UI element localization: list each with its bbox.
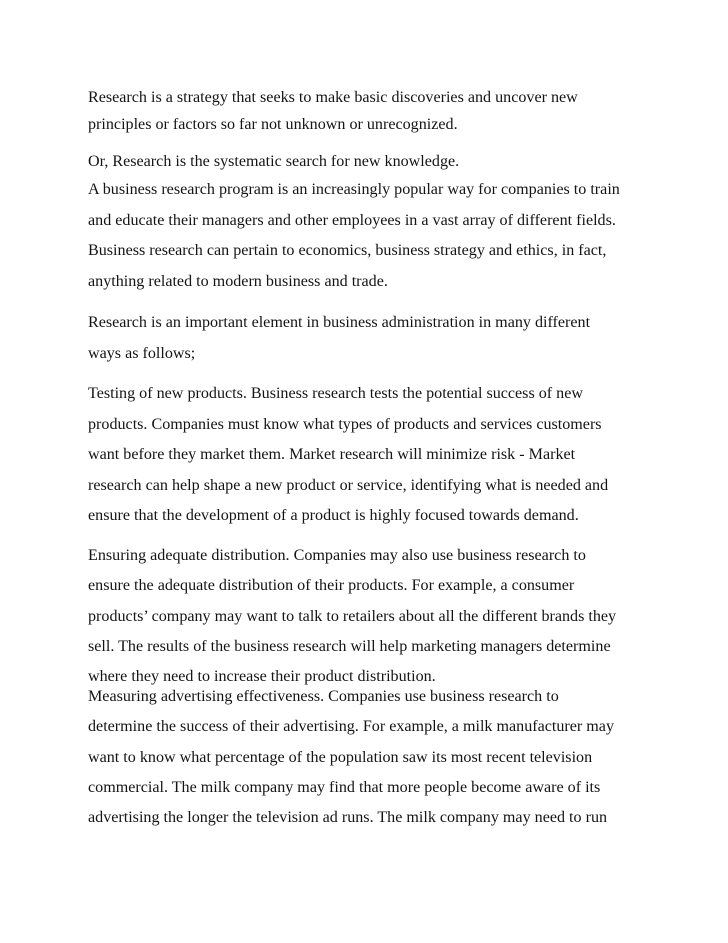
text-line: where they need to increase their product distribution. [88, 668, 436, 685]
text-line: anything related to modern business and trade. [88, 273, 388, 290]
text-line: Measuring advertising effectiveness. Companies use business research to [88, 688, 559, 705]
text-line: commercial. The milk company may find that more people become aware of its [88, 779, 601, 796]
text-line: determine the success of their advertising. For example, a milk manufacturer may [88, 718, 614, 735]
text-line: Ensuring adequate distribution. Companies may also use business research to [88, 547, 586, 564]
text-line: research can help shape a new product or service, identifying what is needed and [88, 477, 609, 494]
text-line: Research is a strategy that seeks to make basic discoveries and uncover new [88, 89, 578, 106]
text-line: want to know what percentage of the population saw its most recent television [88, 749, 593, 766]
text-line: ways as follows; [88, 345, 196, 362]
text-line: ensure the adequate distribution of their products. For example, a consumer [88, 577, 575, 594]
text-line: Business research can pertain to economics, business strategy and ethics, in fact, [88, 242, 607, 259]
text-line: products’ company may want to talk to retailers about all the different brands they [88, 608, 617, 625]
text-line: advertising the longer the television ad runs. The milk company may need to run [88, 809, 608, 826]
text-line: sell. The results of the business research will help marketing managers determine [88, 638, 611, 655]
text-line: products. Companies must know what types of products and services customers [88, 416, 602, 433]
text-line: Research is an important element in business administration in many different [88, 314, 591, 331]
text-line: Testing of new products. Business research tests the potential success of new [88, 385, 583, 402]
text-line: want before they market them. Market research will minimize risk - Market [88, 446, 576, 463]
text-line: Or, Research is the systematic search for new knowledge. [88, 153, 460, 170]
text-line: principles or factors so far not unknown or unrecognized. [88, 116, 458, 133]
text-line: ensure that the development of a product is highly focused towards demand. [88, 507, 579, 524]
text-line: A business research program is an increasingly popular way for companies to train [88, 181, 620, 198]
text-line: and educate their managers and other employees in a vast array of different fields. [88, 212, 616, 229]
